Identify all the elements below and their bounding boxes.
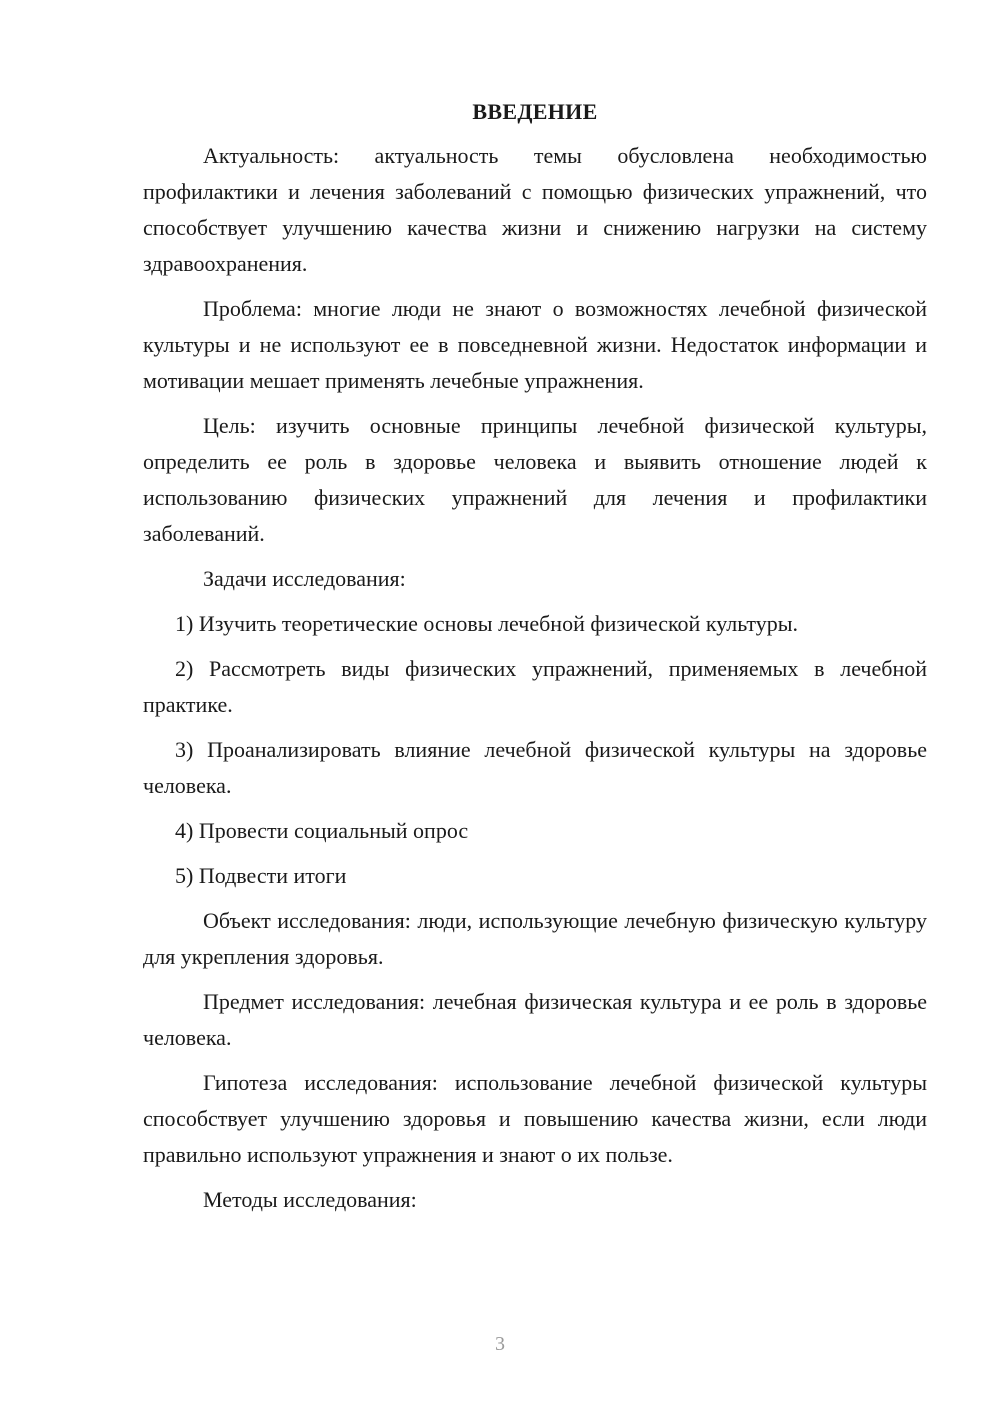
task-item-3: 3) Проанализировать влияние лечебной физической культуры на здоровье человека. [143, 737, 927, 798]
page-number: 3 [495, 1333, 505, 1355]
paragraph-relevance: Актуальность: актуальность темы обусловлена необходимостью профилактики и лечения заболеваний с помощью физических упражнений, что способствует улучшению качества жизни и снижению нагрузки на систему здравоохранения. [143, 143, 927, 276]
task-item-1: 1) Изучить теоретические основы лечебной физической культуры. [175, 611, 799, 636]
paragraph-goal: Цель: изучить основные принципы лечебной физической культуры, определить ее роль в здоровье человека и выявить отношение людей к использованию физических упражнений для лечения и профилактики заболеваний. [143, 413, 927, 546]
task-item-4: 4) Провести социальный опрос [175, 818, 469, 843]
section-title: ВВЕДЕНИЕ [472, 99, 598, 124]
page-content [143, 94, 927, 1227]
paragraph-problem: Проблема: многие люди не знают о возможностях лечебной физической культуры и не используют ее в повседневной жизни. Недостаток информации и мотивации мешает применять лечебные упражнения. [143, 296, 927, 393]
paragraph-object: Объект исследования: люди, использующие лечебную физическую культуру для укрепления здоровья. [143, 908, 927, 969]
paragraph-subject: Предмет исследования: лечебная физическая культура и ее роль в здоровье человека. [143, 989, 927, 1050]
paragraph-hypothesis: Гипотеза исследования: использование лечебной физической культуры способствует улучшению здоровья и повышению качества жизни, если люди правильно используют упражнения и знают о их пользе. [143, 1070, 927, 1167]
paragraph-methods-heading: Методы исследования: [203, 1187, 417, 1212]
task-item-5: 5) Подвести итоги [175, 863, 347, 888]
paragraph-tasks-heading: Задачи исследования: [203, 566, 406, 591]
task-item-2: 2) Рассмотреть виды физических упражнений, применяемых в лечебной практике. [143, 656, 927, 717]
